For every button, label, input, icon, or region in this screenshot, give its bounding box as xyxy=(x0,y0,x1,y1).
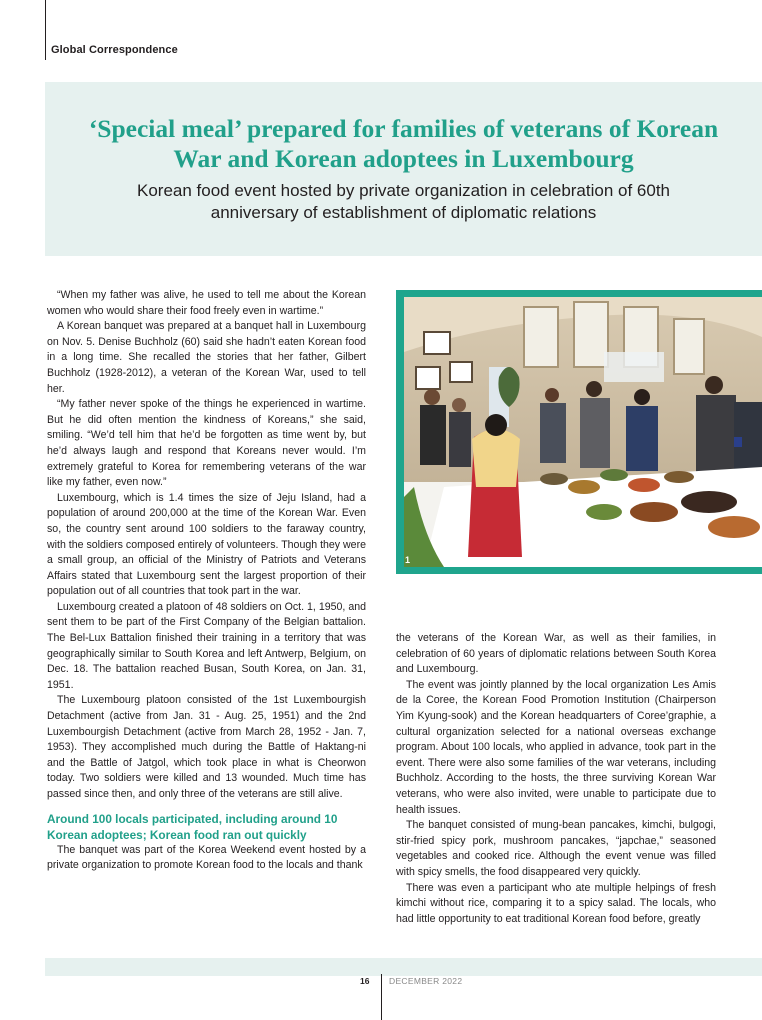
paragraph: A Korean banquet was prepared at a banquet hall in Luxembourg on Nov. 5. Denise Buchholz (60) said she hadn’t eaten Korean food in a long time. She recalled the stories that her father, Gilbert Buchholz (1928-2012), a veteran of the Korean War, used to tell her. xyxy=(47,320,366,395)
headline-line-1: ‘Special meal’ prepared for families of veterans of Korean xyxy=(88,114,719,143)
right-text-column xyxy=(396,631,716,927)
paragraph: “When my father was alive, he used to tell me about the Korean women who would share their food freely even in wartime.” xyxy=(47,289,366,317)
article-headline xyxy=(45,114,762,174)
paragraph: “My father never spoke of the things he experienced in wartime. But he did often mention the kindness of Koreans,” she said, smiling. “We’d tell him that he’d be forgotten as time went by, but he’d always laugh and respond that Koreans never would. I’m extremely grateful to Korea for remembering veterans of the war like my father, even now.” xyxy=(47,398,366,489)
paragraph: The banquet consisted of mung-bean pancakes, kimchi, bulgogi, stir-fried spicy pork, mushroom pancakes, “japchae,” seasoned vegetables and cooked rice. Although the event venue was filled with spicy smells, the food disappeared very quickly. xyxy=(396,819,716,878)
paragraph: The Luxembourg platoon consisted of the 1st Luxembourgish Detachment (active from Jan. 31 - Aug. 25, 1951) and the 2nd Luxembourgish Detachment (active from March 28, 1952 - Jan. 7, 1953). They accomplished much during the Battle of Haktang-ni and the Battle of Jatgol, which took place in what is Cheorwon today. Two soldiers were killed and 13 wounded. Much time has passed since then, and only three of the veterans are still alive. xyxy=(47,694,366,800)
section-subtitle: Around 100 locals participated, including around 10 Korean adoptees; Korean food ran out quickly xyxy=(47,811,338,842)
left-text-column xyxy=(47,288,366,874)
top-divider-line xyxy=(45,0,46,60)
footer-bar xyxy=(45,958,762,976)
paragraph: The banquet was part of the Korea Weekend event hosted by a private organization to promote Korean food to the locals and thank xyxy=(47,843,366,872)
issue-date: DECEMBER 2022 xyxy=(389,976,463,986)
paragraph: Luxembourg created a platoon of 48 soldiers on Oct. 1, 1950, and sent them to be part of the First Company of the Belgian battalion. The Bel-Lux Battalion finished their training in a territory that was geographically similar to South Korea and left Antwerp, Belgium, on Dec. 18. The battalion reached Busan, South Korea, on Jan. 31, 1951. xyxy=(47,600,366,691)
banquet-photo-illustration xyxy=(404,297,762,567)
paragraph: the veterans of the Korean War, as well as their families, in celebration of 60 years of diplomatic relations between South Korea and Luxembourg. xyxy=(396,632,716,676)
footer-divider-line xyxy=(381,974,382,1020)
page-number: 16 xyxy=(360,976,370,986)
subhead-line-1: Korean food event hosted by private organization in celebration of 60th xyxy=(136,181,671,200)
article-subheadline xyxy=(45,180,762,224)
photo-number-badge: 1 xyxy=(405,555,411,565)
subhead-line-2: anniversary of establishment of diplomatic relations xyxy=(210,203,597,222)
section-label: Global Correspondence xyxy=(51,44,178,56)
paragraph: The event was jointly planned by the local organization Les Amis de la Coree, the Korean Food Promotion Institution (Chairperson Yim Kyung-sook) and the Korean headquarters of Coree’graphie, a cultural organization selected for a national overseas exchange program. About 100 locals, who applied in advance, took part in the event. There were also some families of the war veterans, including Buchholz. According to the hosts, the three surviving Korean War veterans, who were also invited, were unable to participate due to health issues. xyxy=(396,678,716,816)
paragraph: Luxembourg, which is 1.4 times the size of Jeju Island, had a population of around 200,000 at the time of the Korean War. Even so, the country sent around 100 soldiers to the faraway country, with the soldiers composed entirely of volunteers. Though they were a small group, an official of the Ministry of Patriots and Veterans Affairs stated that Luxembourg sent the largest proportion of their population out of all countries that took part in the war. xyxy=(47,491,366,598)
headline-line-2: War and Korean adoptees in Luxembourg xyxy=(173,144,634,173)
headline-panel xyxy=(45,82,762,256)
banquet-photo xyxy=(404,297,762,567)
paragraph: There was even a participant who ate multiple helpings of fresh kimchi without rice, comparing it to a spicy salad. The locals, who had little opportunity to eat traditional Korean food before, greatly xyxy=(396,881,716,925)
